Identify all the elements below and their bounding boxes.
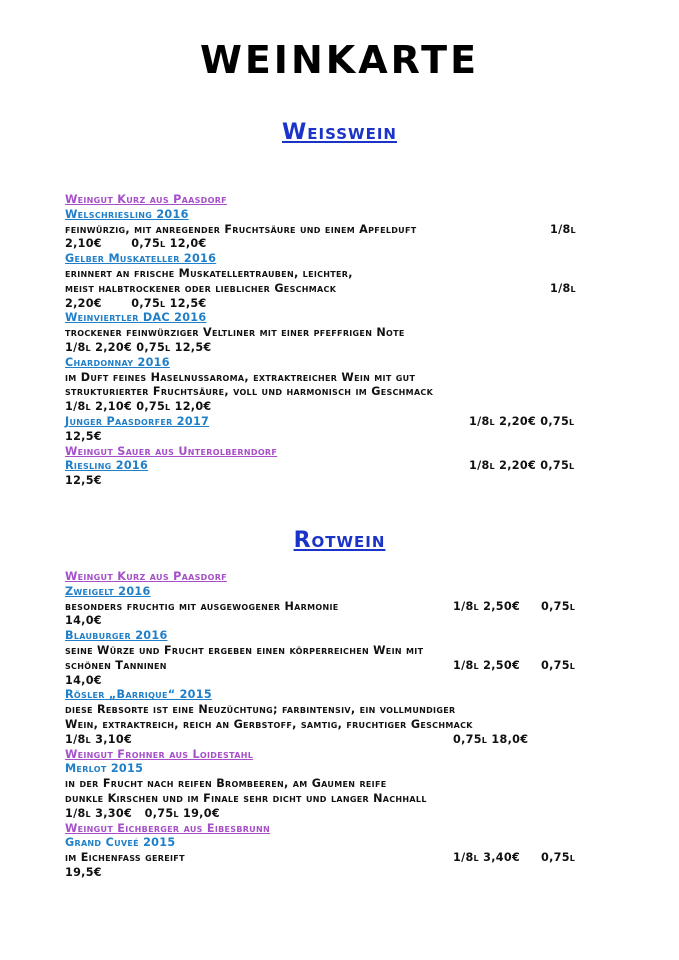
description-line-text: trockener feinwürziger Veltliner mit einer pfeffrigen Note	[65, 326, 405, 340]
description-line-text: 1/8l 2,10€ 0,75l 12,0€	[65, 400, 212, 414]
description-line-text: 14,0€	[65, 673, 102, 687]
page-title: WEINKARTE	[199, 38, 480, 82]
description-line-text: 2,10€ 0,75l 12,0€	[65, 237, 207, 251]
description-line-text: 1/8l 3,30€ 0,75l 19,0€	[65, 806, 220, 820]
price-tail: 1/8l 2,20€ 0,75l	[469, 459, 575, 473]
rotwein-list	[65, 570, 625, 881]
price-tail: 1/8l 2,50€ 0,75l	[453, 599, 576, 613]
description-line-text: 2,20€ 0,75l 12,5€	[65, 296, 207, 310]
winery-name-text: Weingut Kurz aus Paasdorf	[65, 570, 227, 583]
description-line-text: feinwürzig, mit anregender Fruchtsäure und einem Apfelduft	[65, 222, 417, 236]
description-line-text: meist halbtrockener oder lieblicher Geschmack	[65, 281, 337, 295]
description-line-text: 1/8l 3,10€	[65, 732, 133, 746]
winery-name[interactable]	[65, 570, 625, 585]
winery-name[interactable]	[65, 445, 625, 460]
description-line-text: diese Rebsorte ist eine Neuzüchtung; farbintensiv, ein vollmundiger	[65, 703, 456, 717]
description-line-text: 12,5€	[65, 474, 102, 488]
wine-name	[65, 836, 625, 851]
wine-name-text: Riesling 2016	[65, 459, 149, 473]
description-line-text: 19,5€	[65, 865, 102, 879]
description-line-text: schönen Tanninen	[65, 658, 167, 672]
description-line-text: strukturierter Fruchtsäure, voll und harmonisch im Geschmack	[65, 385, 434, 399]
description-line-text: Wein, extraktreich, reich an Gerbstoff, samtig, fruchtiger Geschmack	[65, 717, 473, 731]
description-line	[65, 371, 625, 386]
price-tail: 1/8l 3,40€ 0,75l	[453, 851, 576, 865]
wine-name-text: Chardonnay 2016	[65, 355, 170, 369]
description-line	[65, 703, 625, 718]
description-line	[65, 341, 625, 356]
wine-name[interactable]	[65, 629, 625, 644]
winery-name-text: Weingut Kurz aus Paasdorf	[65, 193, 227, 206]
description-line-text: besonders fruchtig mit ausgewogener Harmonie	[65, 599, 339, 613]
wine-name-text: Junger Paasdorfer 2017	[65, 414, 210, 428]
wine-name-text: Merlot 2015	[65, 762, 144, 776]
description-line	[65, 326, 625, 341]
description-line	[65, 430, 625, 445]
wine-name[interactable]	[65, 585, 625, 600]
wine-name	[65, 762, 625, 777]
wine-name[interactable]	[65, 459, 625, 474]
price-tail: 0,75l 18,0€	[453, 732, 529, 746]
winery-name-text: Weingut Eichberger aus Eibesbrunn	[65, 821, 270, 835]
price-tail: 1/8l 2,20€ 0,75l	[469, 414, 575, 428]
description-line	[65, 807, 625, 822]
winery-name[interactable]	[65, 822, 625, 837]
wine-name[interactable]	[65, 252, 625, 267]
wine-name-text: Welschriesling 2016	[65, 207, 189, 221]
wine-name-text: Grand Cuveé 2015	[65, 836, 176, 850]
wine-name-text: Blauburger 2016	[65, 629, 168, 643]
description-line	[65, 792, 625, 807]
description-line	[65, 267, 625, 282]
description-line	[65, 237, 625, 252]
description-line-text: im Duft feines Haselnussaroma, extraktreicher Wein mit gut	[65, 370, 416, 384]
description-line-text: dunkle Kirschen und im Finale sehr dicht und langer Nachhall	[65, 791, 427, 805]
description-line	[65, 400, 625, 415]
description-line	[65, 851, 625, 866]
description-line	[65, 474, 625, 489]
wine-name-text: Rösler „Barrique“ 2015	[65, 688, 212, 702]
winery-name-text: Weingut Sauer aus Unterolberndorf	[65, 444, 278, 458]
section-heading-weisswein: Weisswein	[282, 120, 397, 145]
weisswein-list	[65, 193, 625, 489]
description-line-text: 12,5€	[65, 429, 102, 443]
winery-name-text: Weingut Frohner aus Loidestahl	[65, 747, 254, 761]
description-line	[65, 718, 625, 733]
wine-name-text: Gelber Muskateller 2016	[65, 252, 217, 266]
winery-name[interactable]	[65, 748, 625, 763]
description-line-text: im Eichenfass gereift	[65, 851, 185, 865]
wine-name[interactable]	[65, 688, 625, 703]
description-line	[65, 297, 625, 312]
price-tail: 1/8l	[550, 281, 576, 295]
wine-name-text: Zweigelt 2016	[65, 584, 151, 598]
description-line	[65, 644, 625, 659]
description-line-text: 1/8l 2,20€ 0,75l 12,5€	[65, 340, 212, 354]
winery-name[interactable]	[65, 193, 625, 208]
description-line	[65, 674, 625, 689]
wine-name-text: Weinviertler DAC 2016	[65, 311, 207, 325]
description-line-text: erinnert an frische Muskatellertrauben, leichter,	[65, 266, 353, 280]
description-line-text: seine Würze und Frucht ergeben einen körperreichen Wein mit	[65, 643, 424, 657]
wine-name[interactable]	[65, 415, 625, 430]
description-line	[65, 223, 625, 238]
price-tail: 1/8l 2,50€ 0,75l	[453, 658, 576, 672]
description-line	[65, 282, 625, 297]
section-heading-rotwein: Rotwein	[293, 528, 386, 553]
description-line	[65, 614, 625, 629]
description-line	[65, 866, 625, 881]
description-line	[65, 659, 625, 674]
wine-name[interactable]	[65, 356, 625, 371]
description-line-text: in der Frucht nach reifen Brombeeren, am Gaumen reife	[65, 777, 387, 791]
description-line-text: 14,0€	[65, 614, 102, 628]
price-tail: 1/8l	[550, 222, 576, 236]
wine-name[interactable]	[65, 311, 625, 326]
description-line	[65, 385, 625, 400]
wine-name[interactable]	[65, 208, 625, 223]
description-line	[65, 733, 625, 748]
description-line	[65, 777, 625, 792]
description-line	[65, 600, 625, 615]
